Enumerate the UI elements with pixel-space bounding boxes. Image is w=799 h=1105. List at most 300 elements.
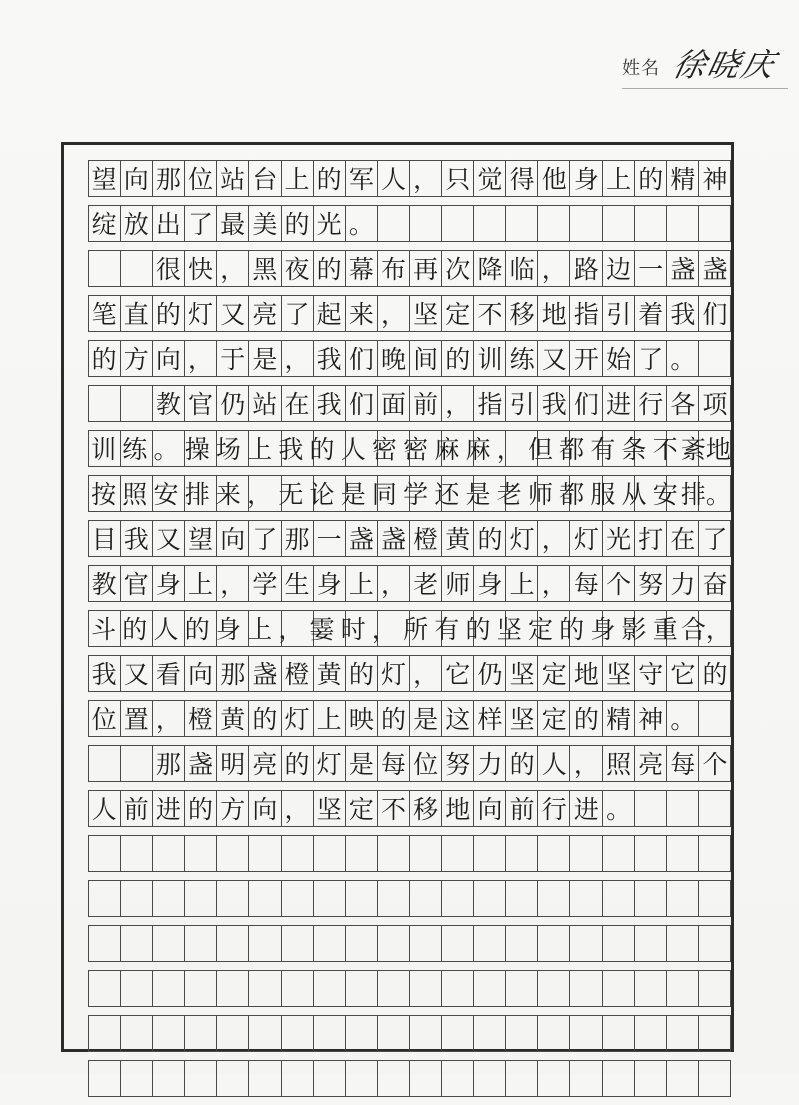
grid-row bbox=[88, 610, 731, 655]
grid-character: 。 bbox=[348, 210, 374, 239]
grid-character: 再 bbox=[413, 255, 439, 284]
grid-character: 重 bbox=[652, 615, 678, 644]
essay-line bbox=[88, 478, 731, 512]
grid-character: 不 bbox=[380, 795, 406, 824]
grid-cell bbox=[88, 836, 121, 871]
grid-character: 守 bbox=[638, 660, 664, 689]
grid-cell bbox=[378, 1061, 410, 1096]
grid-character: 教 bbox=[155, 390, 181, 419]
grid-character: 指 bbox=[573, 300, 599, 329]
grid-cell bbox=[667, 926, 699, 961]
grid-row bbox=[88, 1060, 731, 1105]
grid-cell bbox=[378, 971, 410, 1006]
grid-row bbox=[88, 745, 731, 790]
grid-character: 有 bbox=[590, 435, 616, 464]
grid-character bbox=[474, 208, 506, 242]
grid-cell bbox=[699, 836, 731, 871]
grid-character: 都 bbox=[559, 435, 585, 464]
grid-character: 它 bbox=[670, 660, 696, 689]
grid-character: 精 bbox=[670, 165, 696, 194]
grid-character: ， bbox=[413, 660, 439, 689]
grid-cell bbox=[378, 926, 410, 961]
grid-cells bbox=[88, 1060, 731, 1097]
grid-character: 盏 bbox=[252, 660, 278, 689]
grid-cell bbox=[185, 881, 217, 916]
grid-cell bbox=[538, 1016, 570, 1051]
grid-cell bbox=[249, 881, 281, 916]
grid-character: 各 bbox=[670, 390, 696, 419]
grid-character: 的 bbox=[573, 705, 599, 734]
grid-character: 样 bbox=[477, 705, 503, 734]
grid-cell bbox=[153, 971, 185, 1006]
grid-character: ， bbox=[155, 705, 181, 734]
grid-cell bbox=[249, 836, 281, 871]
grid-cells bbox=[88, 835, 731, 872]
grid-cell bbox=[346, 881, 378, 916]
grid-cell bbox=[153, 1061, 185, 1096]
grid-cell bbox=[121, 971, 153, 1006]
essay-line bbox=[88, 253, 731, 287]
grid-character: 官 bbox=[188, 390, 214, 419]
grid-character: 人 bbox=[153, 615, 179, 644]
essay-line bbox=[88, 343, 731, 377]
grid-character: 的 bbox=[284, 210, 310, 239]
grid-cell bbox=[635, 1016, 667, 1051]
grid-character: 那 bbox=[155, 165, 181, 194]
grid-character: 望 bbox=[91, 165, 117, 194]
grid-character: 路 bbox=[573, 255, 599, 284]
grid-character: 黄 bbox=[220, 705, 246, 734]
essay-line bbox=[88, 703, 731, 737]
grid-character: 的 bbox=[284, 750, 310, 779]
grid-character: 盏 bbox=[188, 750, 214, 779]
grid-character: 同 bbox=[371, 480, 397, 509]
grid-character: 师 bbox=[527, 480, 553, 509]
grid-character: 仍 bbox=[220, 390, 246, 419]
grid-character: ， bbox=[413, 165, 439, 194]
grid-character: 密 bbox=[403, 435, 429, 464]
grid-cell bbox=[603, 926, 635, 961]
grid-cell bbox=[442, 1061, 474, 1096]
grid-cell bbox=[282, 1061, 314, 1096]
grid-character: 又 bbox=[220, 300, 246, 329]
grid-character: 向 bbox=[188, 660, 214, 689]
grid-character: 那 bbox=[220, 660, 246, 689]
grid-cell bbox=[153, 926, 185, 961]
grid-character: 那 bbox=[284, 525, 310, 554]
grid-character: 快 bbox=[188, 255, 214, 284]
grid-character: 时 bbox=[340, 615, 366, 644]
grid-character: 操 bbox=[184, 435, 210, 464]
grid-character: 的 bbox=[702, 660, 728, 689]
grid-cell bbox=[217, 1016, 249, 1051]
grid-cell bbox=[410, 836, 442, 871]
grid-cell bbox=[185, 836, 217, 871]
grid-character: 灯 bbox=[509, 525, 535, 554]
grid-character: 。 bbox=[670, 705, 696, 734]
grid-character: 排 bbox=[184, 480, 210, 509]
grid-cell bbox=[410, 971, 442, 1006]
grid-character: 。 bbox=[606, 795, 632, 824]
grid-character: 灯 bbox=[573, 525, 599, 554]
grid-character: 前 bbox=[413, 390, 439, 419]
grid-character: 个 bbox=[702, 750, 728, 779]
grid-cell bbox=[185, 1016, 217, 1051]
grid-character: 人 bbox=[541, 750, 567, 779]
grid-character: 映 bbox=[348, 705, 374, 734]
grid-character: 的 bbox=[638, 165, 664, 194]
grid-character bbox=[699, 343, 731, 377]
grid-character bbox=[506, 208, 538, 242]
grid-character: 的 bbox=[155, 300, 181, 329]
grid-cell bbox=[314, 926, 346, 961]
grid-cell bbox=[217, 971, 249, 1006]
grid-character: 们 bbox=[348, 390, 374, 419]
grid-character: 方 bbox=[220, 795, 246, 824]
grid-character: ， bbox=[541, 255, 567, 284]
grid-row bbox=[88, 205, 731, 250]
grid-character: 幕 bbox=[348, 255, 374, 284]
grid-character: 是 bbox=[348, 750, 374, 779]
grid-row bbox=[88, 790, 731, 835]
grid-character: 光 bbox=[606, 525, 632, 554]
grid-character: 了 bbox=[702, 525, 728, 554]
grid-cell bbox=[474, 836, 506, 871]
grid-character: 生 bbox=[284, 570, 310, 599]
grid-character: 降 bbox=[477, 255, 503, 284]
grid-character: 们 bbox=[702, 300, 728, 329]
grid-character: ， bbox=[284, 345, 310, 374]
grid-character: 坚 bbox=[316, 795, 342, 824]
grid-cell bbox=[217, 836, 249, 871]
grid-character bbox=[635, 208, 667, 242]
grid-character: 位 bbox=[91, 705, 117, 734]
essay-line bbox=[88, 208, 731, 242]
grid-character: 向 bbox=[477, 795, 503, 824]
grid-character: 定 bbox=[541, 705, 567, 734]
grid-character: 面 bbox=[380, 390, 406, 419]
grid-character: 是 bbox=[465, 480, 491, 509]
grid-character: 上 bbox=[284, 165, 310, 194]
grid-character: ， bbox=[445, 390, 471, 419]
grid-character bbox=[667, 793, 699, 827]
grid-character: 人 bbox=[380, 165, 406, 194]
grid-character: 橙 bbox=[413, 525, 439, 554]
grid-character: 这 bbox=[445, 705, 471, 734]
grid-cell bbox=[603, 1061, 635, 1096]
grid-character: ， bbox=[380, 570, 406, 599]
grid-character: 神 bbox=[702, 165, 728, 194]
grid-row bbox=[88, 520, 731, 565]
grid-character: 开 bbox=[573, 345, 599, 374]
grid-character: 打 bbox=[638, 525, 664, 554]
grid-character: 灯 bbox=[316, 750, 342, 779]
grid-cell bbox=[314, 881, 346, 916]
grid-character: 上 bbox=[348, 570, 374, 599]
grid-character: 的 bbox=[348, 660, 374, 689]
grid-character: 教 bbox=[91, 570, 117, 599]
grid-character: 的 bbox=[91, 345, 117, 374]
grid-character bbox=[667, 208, 699, 242]
grid-character: 很 bbox=[155, 255, 181, 284]
grid-cells bbox=[88, 1015, 731, 1052]
grid-cell bbox=[474, 1016, 506, 1051]
grid-character: 我 bbox=[541, 390, 567, 419]
grid-character: 训 bbox=[91, 435, 117, 464]
grid-character: 亮 bbox=[638, 750, 664, 779]
grid-cell bbox=[667, 1016, 699, 1051]
grid-character: 力 bbox=[670, 570, 696, 599]
grid-row bbox=[88, 340, 731, 385]
grid-character: 明 bbox=[220, 750, 246, 779]
grid-character: 斗 bbox=[91, 615, 117, 644]
grid-row bbox=[88, 160, 731, 205]
essay-line bbox=[88, 613, 731, 647]
grid-character: 麻 bbox=[434, 435, 460, 464]
grid-character: 了 bbox=[188, 210, 214, 239]
grid-cell bbox=[667, 881, 699, 916]
grid-character: 灯 bbox=[188, 300, 214, 329]
grid-character: 的 bbox=[316, 255, 342, 284]
grid-cell bbox=[346, 836, 378, 871]
grid-character: 人 bbox=[91, 795, 117, 824]
name-area bbox=[620, 40, 790, 100]
grid-cell bbox=[217, 926, 249, 961]
grid-character bbox=[120, 748, 152, 782]
grid-character: 向 bbox=[155, 345, 181, 374]
grid-cell bbox=[442, 836, 474, 871]
grid-character: 师 bbox=[445, 570, 471, 599]
grid-cell bbox=[314, 836, 346, 871]
grid-character: 的 bbox=[380, 705, 406, 734]
grid-character bbox=[120, 253, 152, 287]
grid-character: 的 bbox=[559, 615, 585, 644]
grid-character: 的 bbox=[509, 750, 535, 779]
grid-character: 合， bbox=[680, 615, 731, 644]
grid-character: 学 bbox=[403, 480, 429, 509]
grid-character: 官 bbox=[123, 570, 149, 599]
grid-row bbox=[88, 655, 731, 700]
grid-character: 的 bbox=[184, 615, 210, 644]
grid-character: 上 bbox=[247, 615, 273, 644]
grid-character: 努 bbox=[638, 570, 664, 599]
name-underline bbox=[622, 88, 788, 89]
grid-character: 排。 bbox=[680, 480, 731, 509]
grid-cell bbox=[88, 1016, 121, 1051]
grid-character: 行 bbox=[638, 390, 664, 419]
grid-character: 布 bbox=[380, 255, 406, 284]
grid-character: 按 bbox=[91, 480, 117, 509]
grid-character: 定 bbox=[445, 300, 471, 329]
essay-line bbox=[88, 658, 731, 692]
writing-grid bbox=[88, 160, 731, 1105]
grid-character: 了 bbox=[638, 345, 664, 374]
grid-character: 坚 bbox=[496, 615, 522, 644]
grid-cell bbox=[88, 1061, 121, 1096]
grid-cell bbox=[506, 926, 538, 961]
grid-character: 只 bbox=[445, 165, 471, 194]
grid-character: ， bbox=[371, 615, 397, 644]
grid-character: 密 bbox=[371, 435, 397, 464]
grid-character: 看 bbox=[155, 660, 181, 689]
grid-character: 每 bbox=[380, 750, 406, 779]
grid-cell bbox=[314, 1061, 346, 1096]
grid-cell bbox=[538, 926, 570, 961]
grid-character: 进 bbox=[606, 390, 632, 419]
grid-character: 身 bbox=[155, 570, 181, 599]
grid-cell bbox=[346, 926, 378, 961]
grid-character: 项 bbox=[702, 390, 728, 419]
grid-cell bbox=[603, 1016, 635, 1051]
grid-character: 边 bbox=[606, 255, 632, 284]
grid-character: 他 bbox=[541, 165, 567, 194]
grid-character: 向 bbox=[252, 795, 278, 824]
grid-character: 练 bbox=[122, 435, 148, 464]
grid-row bbox=[88, 1015, 731, 1060]
grid-character: 麻 bbox=[465, 435, 491, 464]
grid-cell bbox=[603, 971, 635, 1006]
grid-character: 无 bbox=[278, 480, 304, 509]
grid-character: 进 bbox=[155, 795, 181, 824]
grid-character: 望 bbox=[188, 525, 214, 554]
grid-character: 地 bbox=[541, 300, 567, 329]
grid-row bbox=[88, 385, 731, 430]
grid-character: 放 bbox=[123, 210, 149, 239]
grid-character: 军 bbox=[348, 165, 374, 194]
grid-cell bbox=[570, 836, 602, 871]
grid-character: 方 bbox=[123, 345, 149, 374]
grid-cell bbox=[88, 926, 121, 961]
grid-character: ， bbox=[284, 795, 310, 824]
grid-character: 黄 bbox=[316, 660, 342, 689]
grid-character: 笔 bbox=[91, 300, 117, 329]
grid-row bbox=[88, 700, 731, 745]
grid-character: 坚 bbox=[509, 705, 535, 734]
grid-character: 们 bbox=[573, 390, 599, 419]
grid-cell bbox=[506, 836, 538, 871]
grid-cell bbox=[699, 881, 731, 916]
grid-character: ， bbox=[247, 480, 273, 509]
grid-character: 又 bbox=[541, 345, 567, 374]
grid-character: ， bbox=[496, 435, 522, 464]
grid-cell bbox=[88, 971, 121, 1006]
grid-character: 精 bbox=[606, 705, 632, 734]
grid-character: 不 bbox=[652, 435, 678, 464]
grid-character: 。 bbox=[670, 345, 696, 374]
grid-character: 的 bbox=[445, 345, 471, 374]
grid-character: 一 bbox=[316, 525, 342, 554]
grid-cells bbox=[88, 970, 731, 1007]
grid-character: 身 bbox=[316, 570, 342, 599]
grid-cell bbox=[153, 1016, 185, 1051]
essay-line bbox=[88, 568, 731, 602]
grid-character: 了 bbox=[284, 300, 310, 329]
grid-cell bbox=[121, 1061, 153, 1096]
grid-character: 神 bbox=[638, 705, 664, 734]
grid-character: 上 bbox=[247, 435, 273, 464]
grid-character: 条 bbox=[621, 435, 647, 464]
grid-cell bbox=[506, 971, 538, 1006]
grid-cell bbox=[474, 971, 506, 1006]
grid-character: 坚 bbox=[413, 300, 439, 329]
grid-character: ， bbox=[188, 345, 214, 374]
grid-character: 灯 bbox=[284, 705, 310, 734]
grid-character: 场 bbox=[215, 435, 241, 464]
grid-character: 站 bbox=[252, 390, 278, 419]
grid-character: 我 bbox=[123, 525, 149, 554]
grid-character: 橙 bbox=[188, 705, 214, 734]
grid-character: 前 bbox=[509, 795, 535, 824]
grid-character: 老 bbox=[496, 480, 522, 509]
essay-line bbox=[88, 793, 731, 827]
grid-character: 盏 bbox=[380, 525, 406, 554]
grid-character: 目 bbox=[91, 525, 117, 554]
grid-character: 的 bbox=[309, 435, 335, 464]
grid-character: 的 bbox=[316, 165, 342, 194]
grid-cell bbox=[667, 971, 699, 1006]
grid-character: 间 bbox=[413, 345, 439, 374]
essay-line bbox=[88, 748, 731, 782]
grid-character: 盏 bbox=[702, 255, 728, 284]
grid-row bbox=[88, 565, 731, 610]
grid-character: 影 bbox=[621, 615, 647, 644]
grid-character: 霎 bbox=[309, 615, 335, 644]
grid-character: 我 bbox=[670, 300, 696, 329]
grid-character: 向 bbox=[123, 165, 149, 194]
grid-cell bbox=[121, 926, 153, 961]
grid-cell bbox=[635, 971, 667, 1006]
grid-character bbox=[570, 208, 602, 242]
grid-character: 地 bbox=[445, 795, 471, 824]
grid-cell bbox=[538, 836, 570, 871]
grid-cell bbox=[699, 1061, 731, 1096]
grid-cell bbox=[185, 926, 217, 961]
grid-character: 又 bbox=[155, 525, 181, 554]
grid-character: 仍 bbox=[477, 660, 503, 689]
grid-row bbox=[88, 970, 731, 1015]
grid-cell bbox=[570, 971, 602, 1006]
grid-cell bbox=[249, 926, 281, 961]
grid-character: 次 bbox=[445, 255, 471, 284]
grid-cell bbox=[410, 881, 442, 916]
grid-character: 从 bbox=[621, 480, 647, 509]
grid-cell bbox=[506, 1061, 538, 1096]
grid-cell bbox=[538, 881, 570, 916]
grid-cell bbox=[185, 971, 217, 1006]
grid-row bbox=[88, 250, 731, 295]
grid-cell bbox=[378, 836, 410, 871]
grid-character: ， bbox=[220, 255, 246, 284]
grid-cell bbox=[474, 881, 506, 916]
grid-cell bbox=[282, 836, 314, 871]
grid-character: 的 bbox=[122, 615, 148, 644]
grid-cell bbox=[603, 881, 635, 916]
grid-character: ， bbox=[220, 570, 246, 599]
grid-character: 站 bbox=[220, 165, 246, 194]
grid-character: 亮 bbox=[252, 300, 278, 329]
grid-character: 绽 bbox=[91, 210, 117, 239]
grid-character: 我 bbox=[316, 345, 342, 374]
grid-character: 我 bbox=[278, 435, 304, 464]
grid-cell bbox=[570, 881, 602, 916]
grid-cell bbox=[603, 836, 635, 871]
grid-character: 来 bbox=[348, 300, 374, 329]
essay-line bbox=[88, 523, 731, 557]
grid-cell bbox=[153, 881, 185, 916]
grid-character: 灯 bbox=[380, 660, 406, 689]
grid-character: 台 bbox=[252, 165, 278, 194]
grid-cell bbox=[249, 1016, 281, 1051]
